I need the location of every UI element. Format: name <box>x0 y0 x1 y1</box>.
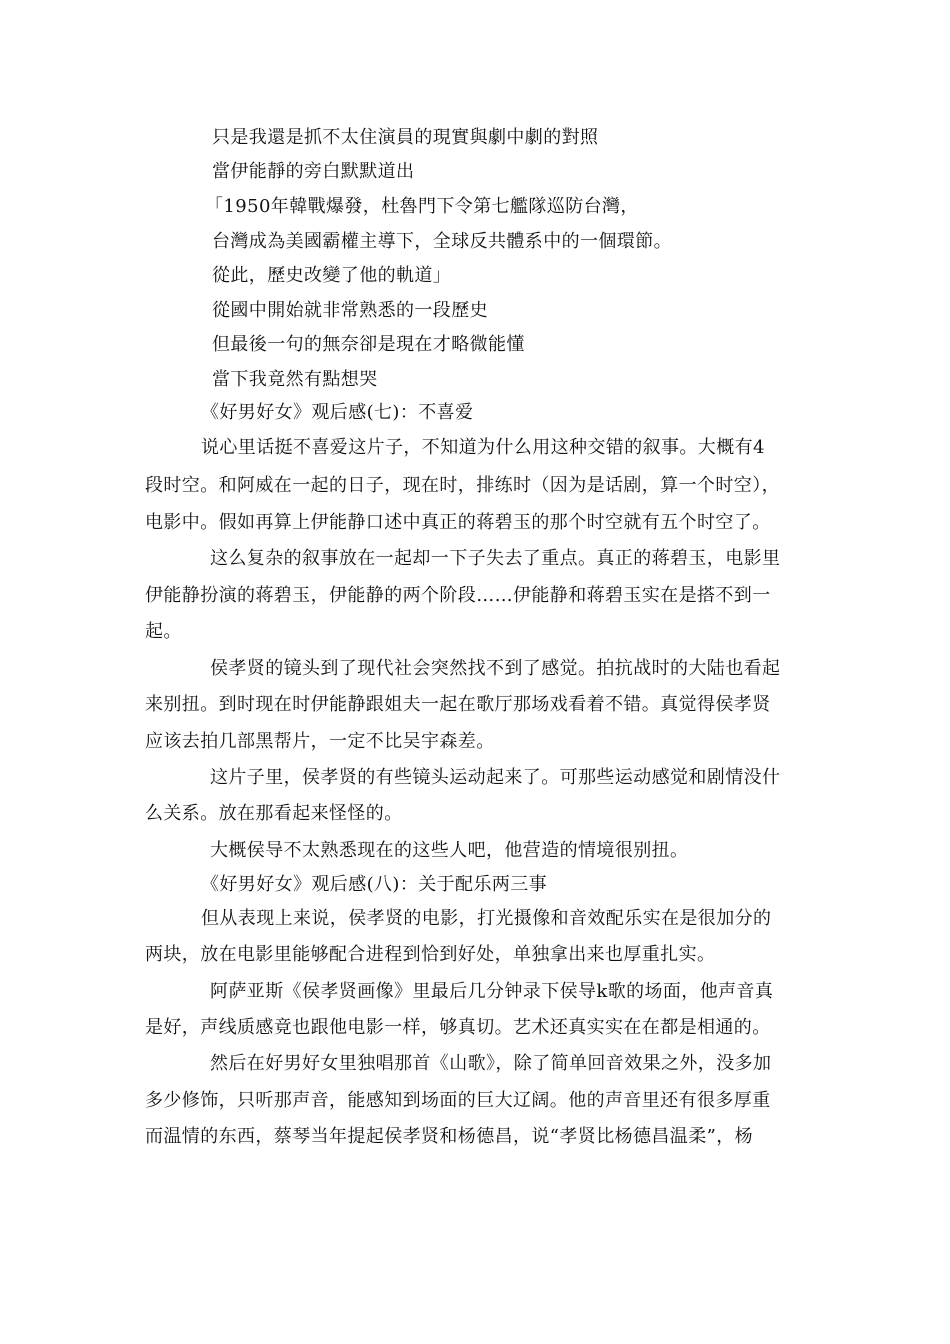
text-line: 台灣成為美國霸權主導下，全球反共體系中的一個環節。 <box>212 231 672 252</box>
text-line: 侯孝贤的镜头到了现代社会突然找不到了感觉。拍抗战时的大陆也看起 <box>210 658 781 679</box>
text-line: 從此，歷史改變了他的軌道」 <box>212 265 452 286</box>
text-line: 电影中。假如再算上伊能静口述中真正的蒋碧玉的那个时空就有五个时空了。 <box>145 512 771 533</box>
text-line: 说心里话挺不喜爱这片子，不知道为什么用这种交错的叙事。大概有4 <box>201 437 765 458</box>
text-line: 段时空。和阿威在一起的日子，现在时，排练时（因为是话剧，算一个时空）， <box>145 475 780 496</box>
section-heading: 《好男好女》观后感(七)：不喜爱 <box>201 402 474 423</box>
text-line: 當伊能靜的旁白默默道出 <box>212 161 415 182</box>
text-line: 是好，声线质感竟也跟他电影一样，够真切。艺术还真实实在在都是相通的。 <box>145 1017 771 1038</box>
text-line: 多少修饰，只听那声音，能感知到场面的巨大辽阔。他的声音里还有很多厚重 <box>145 1090 771 1111</box>
text-line: 然后在好男好女里独唱那首《山歌》，除了简单回音效果之外，没多加 <box>210 1053 772 1074</box>
text-line: 當下我竟然有點想哭 <box>212 369 378 390</box>
text-line: 这么复杂的叙事放在一起却一下子失去了重点。真正的蒋碧玉，电影里 <box>210 548 781 569</box>
text-line: 但从表现上来说，侯孝贤的电影，打光摄像和音效配乐实在是很加分的 <box>201 908 772 929</box>
text-line: 这片子里，侯孝贤的有些镜头运动起来了。可那些运动感觉和剧情没什 <box>210 767 781 788</box>
text-line: 從國中開始就非常熟悉的一段歷史 <box>212 300 488 321</box>
text-line: 阿萨亚斯《侯孝贤画像》里最后几分钟录下侯导k歌的场面，他声音真 <box>210 981 774 1002</box>
text-line: 只是我還是抓不太住演員的現實與劇中劇的對照 <box>212 127 599 148</box>
text-line: 伊能静扮演的蒋碧玉，伊能静的两个阶段……伊能静和蒋碧玉实在是搭不到一 <box>145 585 771 606</box>
text-line: 但最後一句的無奈卻是現在才略微能懂 <box>212 334 525 355</box>
text-line: 么关系。放在那看起来怪怪的。 <box>145 803 403 824</box>
text-line: 来别扭。到时现在时伊能静跟姐夫一起在歌厅那场戏看着不错。真觉得侯孝贤 <box>145 694 771 715</box>
section-heading: 《好男好女》观后感(八)：关于配乐两三事 <box>201 874 548 895</box>
text-line: 而温情的东西，蔡琴当年提起侯孝贤和杨德昌，说“孝贤比杨德昌温柔”，杨 <box>145 1126 754 1147</box>
text-line: 两块，放在电影里能够配合进程到恰到好处，单独拿出来也厚重扎实。 <box>145 944 716 965</box>
text-line: 起。 <box>145 621 182 642</box>
text-line: 应该去拍几部黑帮片，一定不比吴宇森差。 <box>145 731 495 752</box>
text-line: 「1950年韓戰爆發，杜魯門下令第七艦隊巡防台灣， <box>205 196 639 217</box>
text-line: 大概侯导不太熟悉现在的这些人吧，他营造的情境很别扭。 <box>210 840 689 861</box>
